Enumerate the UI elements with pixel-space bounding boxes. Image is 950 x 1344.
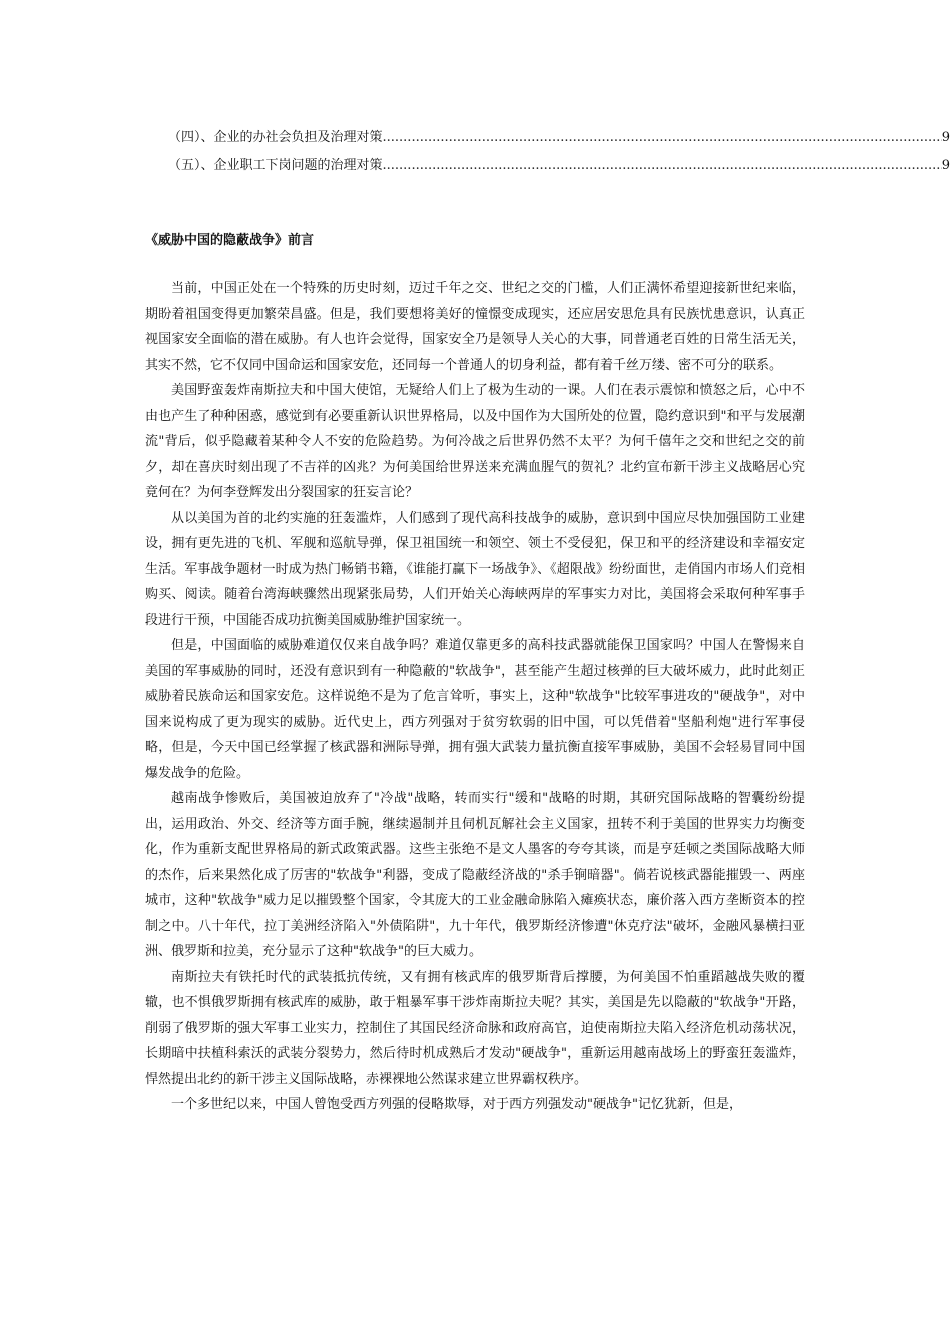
toc-entry-page: 9 — [941, 158, 950, 173]
toc-entry-page: 9 — [941, 130, 950, 145]
body-text — [145, 276, 805, 1118]
paragraph: 但是，中国面临的威胁难道仅仅来自战争吗？难道仅靠更多的高科技武器就能保卫国家吗？中国人在警惕来自美国的军事威胁的同时，还没有意识到有一种隐蔽的"软战争"，甚至能产生超过核弹的巨大破坏威力，此时此刻正威胁着民族命运和国家安危。这样说绝不是为了危言耸听，事实上，这种"软战争"比较军事进攻的"硬战争"，对中国来说构成了更为现实的威胁。近代史上，西方列强对于贫穷软弱的旧中国，可以凭借着"坚船利炮"进行军事侵略，但是，今天中国已经掌握了核武器和洲际导弹，拥有强大武装力量抗衡直接军事威胁，美国不会轻易冒同中国爆发战争的危险。 — [145, 638, 805, 781]
toc-leader-dots — [383, 124, 942, 152]
paragraph: 从以美国为首的北约实施的狂轰滥炸，人们感到了现代高科技战争的威胁，意识到中国应尽快加强国防工业建设，拥有更先进的飞机、军舰和巡航导弹，保卫祖国统一和领空、领土不受侵犯，保卫和平的经济建设和幸福安定生活。军事战争题材一时成为热门畅销书籍，《谁能打赢下一场战争》、《超限战》纷纷面世，走俏国内市场人们竞相购买、阅读。随着台湾海峡骤然出现紧张局势，人们开始关心海峡两岸的军事实力对比，美国将会采取何种军事手段进行干预，中国能否成功抗衡美国威胁维护国家统一。 — [145, 510, 805, 628]
section-heading: 《威胁中国的隐蔽战争》前言 — [145, 233, 315, 248]
paragraph: 美国野蛮轰炸南斯拉夫和中国大使馆，无疑给人们上了极为生动的一课。人们在表示震惊和愤怒之后，心中不由也产生了种种困惑，感觉到有必要重新认识世界格局，以及中国作为大国所处的位置，隐约意识到"和平与发展潮流"背后，似乎隐藏着某种令人不安的危险趋势。为何冷战之后世界仍然不太平？为何千僖年之交和世纪之交的前夕，却在喜庆时刻出现了不吉祥的凶兆？为何美国给世界送来充满血腥气的贺礼？北约宣布新干涉主义战略居心究竟何在？为何李登辉发出分裂国家的狂妄言论？ — [145, 383, 805, 500]
paragraph: 南斯拉夫有铁托时代的武装抵抗传统，又有拥有核武库的俄罗斯背后撑腰，为何美国不怕重蹈越战失败的覆辙，也不惧俄罗斯拥有核武库的威胁，敢于粗暴军事干涉炸南斯拉夫呢？其实，美国是先以隐蔽的"软战争"开路，削弱了俄罗斯的强大军事工业实力，控制住了其国民经济命脉和政府高官，迫使南斯拉夫陷入经济危机动荡状况，长期暗中扶植科索沃的武装分裂势力，然后待时机成熟后才发动"硬战争"，重新运用越南战场上的野蛮狂轰滥炸，悍然提出北约的新干涉主义国际战略，赤裸裸地公然谋求建立世界霸权秩序。 — [145, 969, 805, 1087]
toc-entry[interactable] — [168, 152, 950, 180]
paragraph: 越南战争惨败后，美国被迫放弃了"冷战"战略，转而实行"缓和"战略的时期，其研究国际战略的智囊纷纷提出，运用政治、外交、经济等方面手腕，继续遏制并且伺机瓦解社会主义国家，扭转不利于美国的世界实力均衡变化，作为重新支配世界格局的新式政策武器。这些主张绝不是文人墨客的夸夸其谈，而是亨廷顿之类国际战略大师的杰作，后来果然化成了厉害的"软战争"利器，变成了隐蔽经济战的"杀手锏暗器"。倘若说核武器能摧毁一、两座城市，这种"软战争"威力足以摧毁整个国家，令其庞大的工业金融命脉陷入瘫痪状态，廉价落入西方垄断资本的控制之中。八十年代，拉丁美洲经济陷入"外债陷阱"，九十年代，俄罗斯经济惨遭"休克疗法"破坏，金融风暴横扫亚洲、俄罗斯和拉美，充分显示了这种"软战争"的巨大威力。 — [145, 791, 805, 959]
toc-entry-title: （五）、企业职工下岗问题的治理对策 — [168, 158, 383, 173]
toc-entry[interactable] — [168, 124, 950, 152]
toc-leader-dots — [383, 152, 942, 180]
paragraph: 当前，中国正处在一个特殊的历史时刻，迈过千年之交、世纪之交的门槛，人们正满怀希望迎接新世纪来临，期盼着祖国变得更加繁荣昌盛。但是，我们要想将美好的憧憬变成现实，还应居安思危具有民族忧患意识，认真正视国家安全面临的潜在威胁。有人也许会觉得，国家安全乃是领导人关心的大事，同普通老百姓的日常生活无关，其实不然，它不仅同中国命运和国家安危，还同每一个普通人的切身利益，都有着千丝万缕、密不可分的联系。 — [145, 281, 805, 373]
toc-entry-title: （四）、企业的办社会负担及治理对策 — [168, 130, 383, 145]
table-of-contents — [168, 124, 950, 180]
paragraph: 一个多世纪以来，中国人曾饱受西方列强的侵略欺辱，对于西方列强发动"硬战争"记忆犹新，但是， — [171, 1097, 742, 1112]
